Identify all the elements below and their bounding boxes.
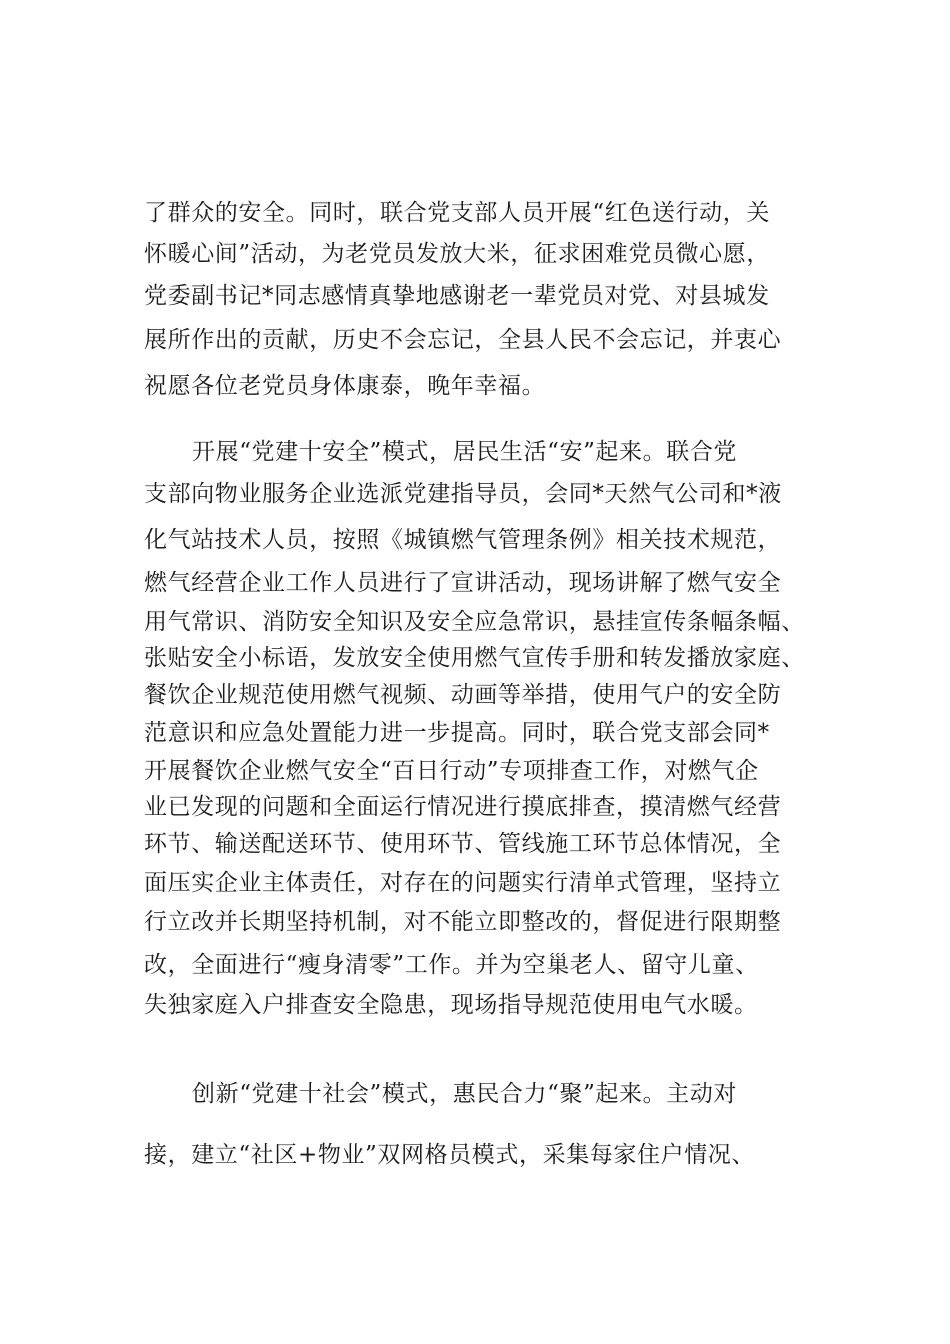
paragraph-1-line-3: 党委副书记*同志感情真挚地感谢老一辈党员对党、对县城发 (144, 283, 770, 309)
paragraph-2-line-13: 行立改并长期坚持机制，对不能立即整改的，督促进行限期整 (144, 909, 782, 935)
paragraph-3-line-1: 创新“党建十社会”模式，惠民合力“聚”起来。主动对 (192, 1081, 738, 1107)
paragraph-1-line-4: 展所作出的贡献，历史不会忘记，全县人民不会忘记，并衷心 (144, 327, 782, 353)
paragraph-2-line-7: 餐饮企业规范使用燃气视频、动画等举措，使用气户的安全防 (144, 682, 782, 708)
paragraph-2-line-14: 改，全面进行“瘦身清零”工作。并为空巢老人、留守儿童、 (144, 952, 759, 978)
paragraph-2-line-15: 失独家庭入户排查安全隐患，现场指导规范使用电气水暖。 (144, 992, 758, 1018)
paragraph-2-line-2: 支部向物业服务企业选派党建指导员，会同*天然气公司和*液 (144, 481, 782, 507)
paragraph-2-line-8: 范意识和应急处置能力进一步提高。同时，联合党支部会同* (144, 720, 770, 746)
paragraph-2-line-5: 用气常识、消防安全知识及安全应急常识，悬挂宣传条幅条幅、 (144, 609, 805, 635)
paragraph-2-line-1: 开展“党建十安全”模式，居民生活“安”起来。联合党 (192, 439, 738, 465)
paragraph-3-line-2: 接，建立“社区+物业”双网格员模式，采集每家住户情况、 (144, 1142, 755, 1168)
paragraph-2-line-6: 张贴安全小标语，发放安全使用燃气宣传手册和转发播放家庭、 (144, 645, 805, 671)
paragraph-1-line-1: 了群众的安全。同时，联合党支部人员开展“红色送行动，关 (144, 200, 770, 226)
paragraph-2-line-12: 面压实企业主体责任，对存在的问题实行清单式管理，坚持立 (144, 870, 782, 896)
paragraph-1-line-2: 怀暖心间”活动，为老党员发放大米，征求困难党员微心愿， (144, 241, 770, 267)
paragraph-1-line-5: 祝愿各位老党员身体康泰，晚年幸福。 (144, 373, 546, 399)
paragraph-2-line-4: 燃气经营企业工作人员进行了宣讲活动，现场讲解了燃气安全 (144, 570, 782, 596)
paragraph-2-line-3: 化气站技术人员，按照《城镇燃气管理条例》相关技术规范， (144, 527, 782, 553)
paragraph-2-line-11: 环节、输送配送环节、使用环节、管线施工环节总体情况，全 (144, 831, 782, 857)
paragraph-2-line-10: 业已发现的问题和全面运行情况进行摸底排查，摸清燃气经营 (144, 794, 782, 820)
paragraph-2-line-9: 开展餐饮企业燃气安全“百日行动”专项排查工作，对燃气企 (144, 758, 759, 784)
